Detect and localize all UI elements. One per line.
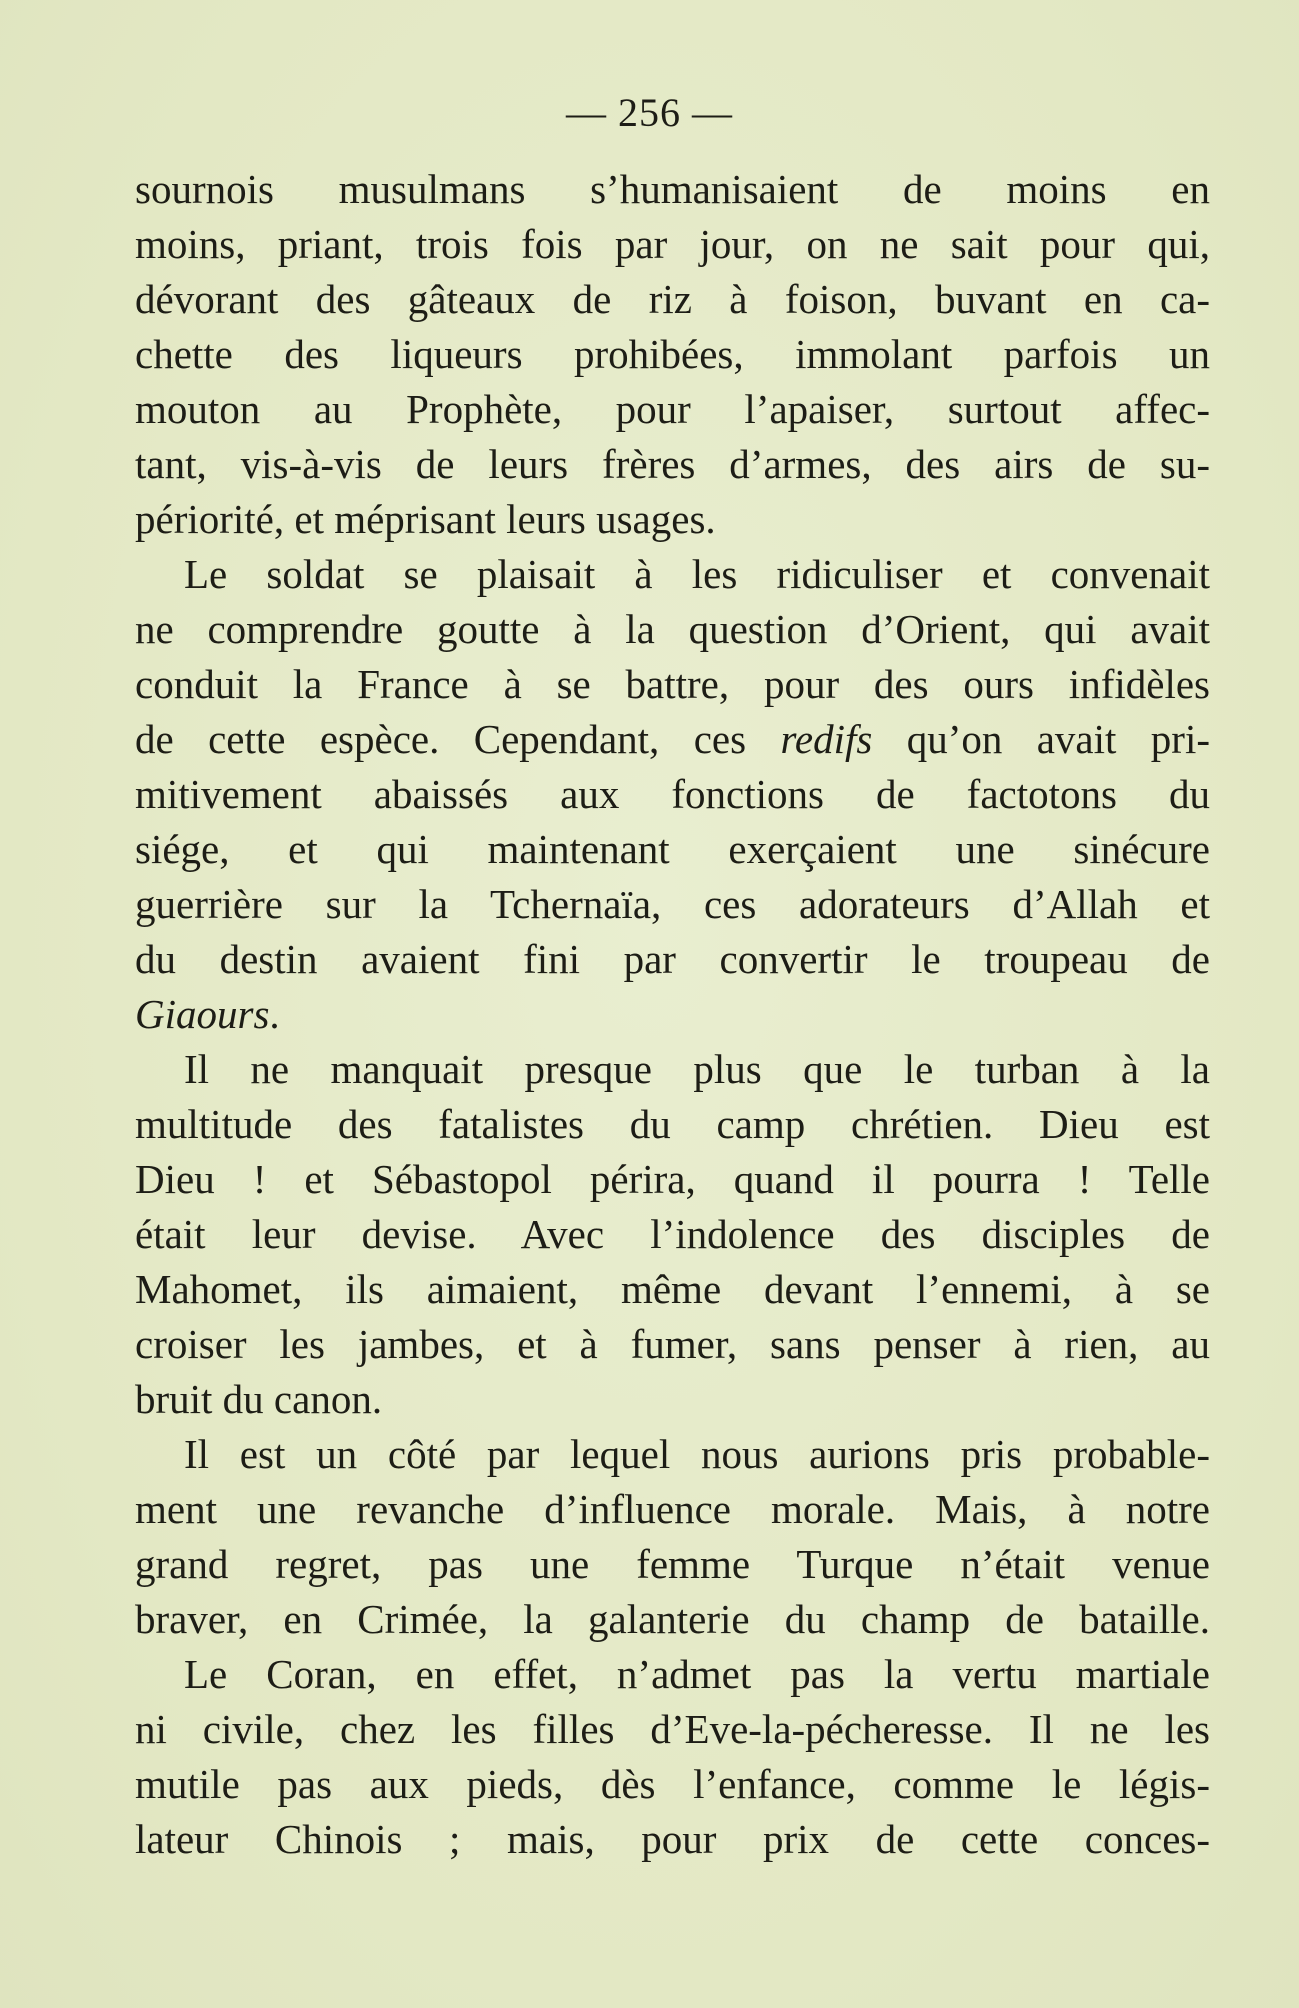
text-line: Il est un côté par lequel nous aurions pris probable- <box>184 1431 1210 1477</box>
text-line: Le soldat se plaisait à les ridiculiser et convenait <box>184 551 1210 597</box>
text-line: conduit la France à se battre, pour des ours infidèles <box>135 661 1210 707</box>
text-segment: de cette espèce. Cependant, ces <box>135 716 781 762</box>
text-line: ment une revanche d’influence morale. Mais, à notre <box>135 1486 1210 1532</box>
text-line <box>135 712 1210 767</box>
text-line: sournois musulmans s’humanisaient de moins en <box>135 166 1210 212</box>
text-line: ne comprendre goutte à la question d’Orient, qui avait <box>135 606 1210 652</box>
text-line: était leur devise. Avec l’indolence des disciples de <box>135 1211 1210 1257</box>
text-line: périorité, et méprisant leurs usages. <box>135 496 716 542</box>
text-segment: qu’on avait pri- <box>872 716 1210 762</box>
page-number: — 256 — <box>566 90 733 135</box>
text-line <box>135 987 1210 1042</box>
text-line: grand regret, pas une femme Turque n’était venue <box>135 1541 1210 1587</box>
text-line: braver, en Crimée, la galanterie du champ de bataille. <box>135 1596 1210 1642</box>
paragraph <box>135 1042 1210 1427</box>
body-text <box>135 162 1210 1867</box>
text-line: mitivement abaissés aux fonctions de factotons du <box>135 771 1210 817</box>
text-line: croiser les jambes, et à fumer, sans penser à rien, au <box>135 1321 1210 1367</box>
text-line: du destin avaient fini par convertir le troupeau de <box>135 936 1210 982</box>
italic-term: Giaours <box>135 991 270 1037</box>
text-line: ni civile, chez les filles d’Eve-la-pécheresse. Il ne les <box>135 1706 1210 1752</box>
text-line: lateur Chinois ; mais, pour prix de cette conces- <box>135 1816 1210 1862</box>
text-line: Le Coran, en effet, n’admet pas la vertu martiale <box>184 1651 1210 1697</box>
text-segment: . <box>269 991 280 1037</box>
text-line: dévorant des gâteaux de riz à foison, buvant en ca- <box>135 276 1210 322</box>
text-line: tant, vis-à-vis de leurs frères d’armes, des airs de su- <box>135 441 1210 487</box>
text-line: bruit du canon. <box>135 1376 383 1422</box>
text-line: guerrière sur la Tchernaïa, ces adorateurs d’Allah et <box>135 881 1210 927</box>
paragraph <box>135 1647 1210 1867</box>
text-line: moins, priant, trois fois par jour, on ne sait pour qui, <box>135 221 1210 267</box>
text-line: multitude des fatalistes du camp chrétien. Dieu est <box>135 1101 1210 1147</box>
text-line: chette des liqueurs prohibées, immolant parfois un <box>135 331 1210 377</box>
text-line: Il ne manquait presque plus que le turban à la <box>184 1046 1210 1092</box>
paragraph <box>135 1427 1210 1647</box>
text-line: mouton au Prophète, pour l’apaiser, surtout affec- <box>135 386 1210 432</box>
text-line: Mahomet, ils aimaient, même devant l’ennemi, à se <box>135 1266 1210 1312</box>
text-line: mutile pas aux pieds, dès l’enfance, comme le légis- <box>135 1761 1210 1807</box>
paragraph <box>135 162 1210 547</box>
text-line: siége, et qui maintenant exerçaient une sinécure <box>135 826 1210 872</box>
paragraph <box>135 547 1210 1042</box>
text-line: Dieu ! et Sébastopol périra, quand il pourra ! Telle <box>135 1156 1210 1202</box>
italic-term: redifs <box>780 716 873 762</box>
